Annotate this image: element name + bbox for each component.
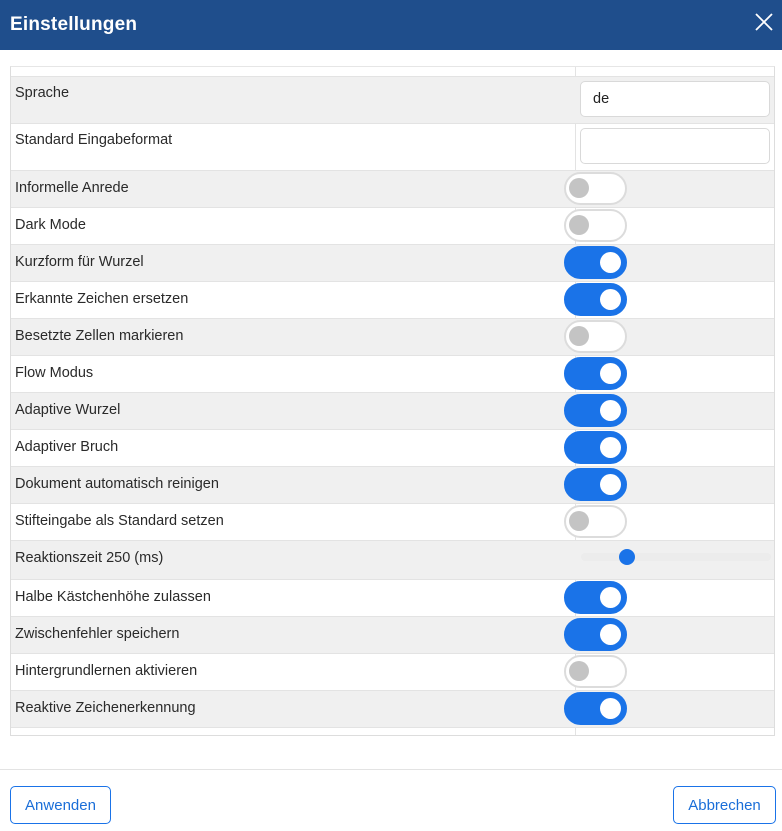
setting-label: Standard Eingabeformat bbox=[15, 132, 173, 148]
setting-toggle[interactable] bbox=[564, 692, 627, 725]
setting-label: Adaptiver Bruch bbox=[15, 439, 119, 455]
setting-label: Reaktive Zeichenerkennung bbox=[15, 700, 196, 716]
reaction-time-slider-track[interactable] bbox=[581, 553, 771, 561]
setting-label: Hintergrundlernen aktivieren bbox=[15, 663, 198, 679]
toggle-knob bbox=[600, 363, 621, 384]
setting-row bbox=[11, 170, 774, 207]
setting-row bbox=[11, 503, 774, 540]
setting-row-reaktionszeit bbox=[11, 540, 774, 579]
setting-label: Flow Modus bbox=[15, 365, 94, 381]
toggle-knob bbox=[600, 252, 621, 273]
setting-toggle[interactable] bbox=[564, 468, 627, 501]
close-icon[interactable] bbox=[752, 10, 776, 34]
setting-label: Adaptive Wurzel bbox=[15, 402, 121, 418]
setting-row bbox=[11, 653, 774, 690]
toggle-knob bbox=[600, 400, 621, 421]
setting-row bbox=[11, 244, 774, 281]
setting-toggle[interactable] bbox=[564, 618, 627, 651]
setting-label: Besetzte Zellen markieren bbox=[15, 328, 184, 344]
setting-row bbox=[11, 355, 774, 392]
dialog-header bbox=[0, 0, 782, 50]
setting-toggle[interactable] bbox=[564, 394, 627, 427]
setting-label: Zwischenfehler speichern bbox=[15, 626, 180, 642]
setting-label: Dokument automatisch reinigen bbox=[15, 476, 219, 492]
toggle-knob bbox=[600, 474, 621, 495]
toggle-knob bbox=[600, 289, 621, 310]
setting-row bbox=[11, 690, 774, 727]
toggle-knob bbox=[569, 661, 589, 681]
setting-toggle[interactable] bbox=[564, 246, 627, 279]
toggle-knob bbox=[569, 326, 589, 346]
dialog-title: Einstellungen bbox=[10, 14, 138, 35]
setting-toggle[interactable] bbox=[564, 320, 627, 353]
setting-label: Stifteingabe als Standard setzen bbox=[15, 513, 224, 529]
setting-toggle[interactable] bbox=[564, 172, 627, 205]
footer-divider bbox=[0, 769, 782, 770]
setting-row bbox=[11, 392, 774, 429]
setting-row bbox=[11, 466, 774, 503]
settings-table bbox=[10, 66, 775, 736]
setting-toggle[interactable] bbox=[564, 283, 627, 316]
setting-row bbox=[11, 318, 774, 355]
input-format-field[interactable] bbox=[580, 128, 770, 164]
table-bottom-row bbox=[11, 727, 774, 736]
setting-row-sprache bbox=[11, 76, 774, 123]
toggle-knob bbox=[569, 511, 589, 531]
setting-toggle[interactable] bbox=[564, 505, 627, 538]
setting-toggle[interactable] bbox=[564, 209, 627, 242]
reaction-time-slider-thumb[interactable] bbox=[619, 549, 635, 565]
setting-label: Informelle Anrede bbox=[15, 180, 129, 196]
toggle-knob bbox=[600, 624, 621, 645]
toggle-knob bbox=[569, 215, 589, 235]
setting-row bbox=[11, 281, 774, 318]
apply-button[interactable]: Anwenden bbox=[10, 786, 111, 824]
language-input[interactable] bbox=[580, 81, 770, 117]
setting-label: Dark Mode bbox=[15, 217, 86, 233]
setting-row bbox=[11, 579, 774, 616]
setting-toggle[interactable] bbox=[564, 581, 627, 614]
setting-toggle[interactable] bbox=[564, 431, 627, 464]
toggle-knob bbox=[600, 698, 621, 719]
setting-label: Kurzform für Wurzel bbox=[15, 254, 144, 270]
setting-toggle[interactable] bbox=[564, 655, 627, 688]
toggle-knob bbox=[600, 437, 621, 458]
setting-row-eingabeformat bbox=[11, 123, 774, 170]
setting-label: Reaktionszeit 250 (ms) bbox=[15, 550, 164, 566]
setting-label: Erkannte Zeichen ersetzen bbox=[15, 291, 189, 307]
setting-row bbox=[11, 429, 774, 466]
setting-row bbox=[11, 207, 774, 244]
setting-row bbox=[11, 616, 774, 653]
toggle-knob bbox=[569, 178, 589, 198]
setting-label: Halbe Kästchenhöhe zulassen bbox=[15, 589, 211, 605]
cancel-button[interactable]: Abbrechen bbox=[673, 786, 776, 824]
setting-toggle[interactable] bbox=[564, 357, 627, 390]
toggle-knob bbox=[600, 587, 621, 608]
setting-label: Sprache bbox=[15, 85, 70, 101]
